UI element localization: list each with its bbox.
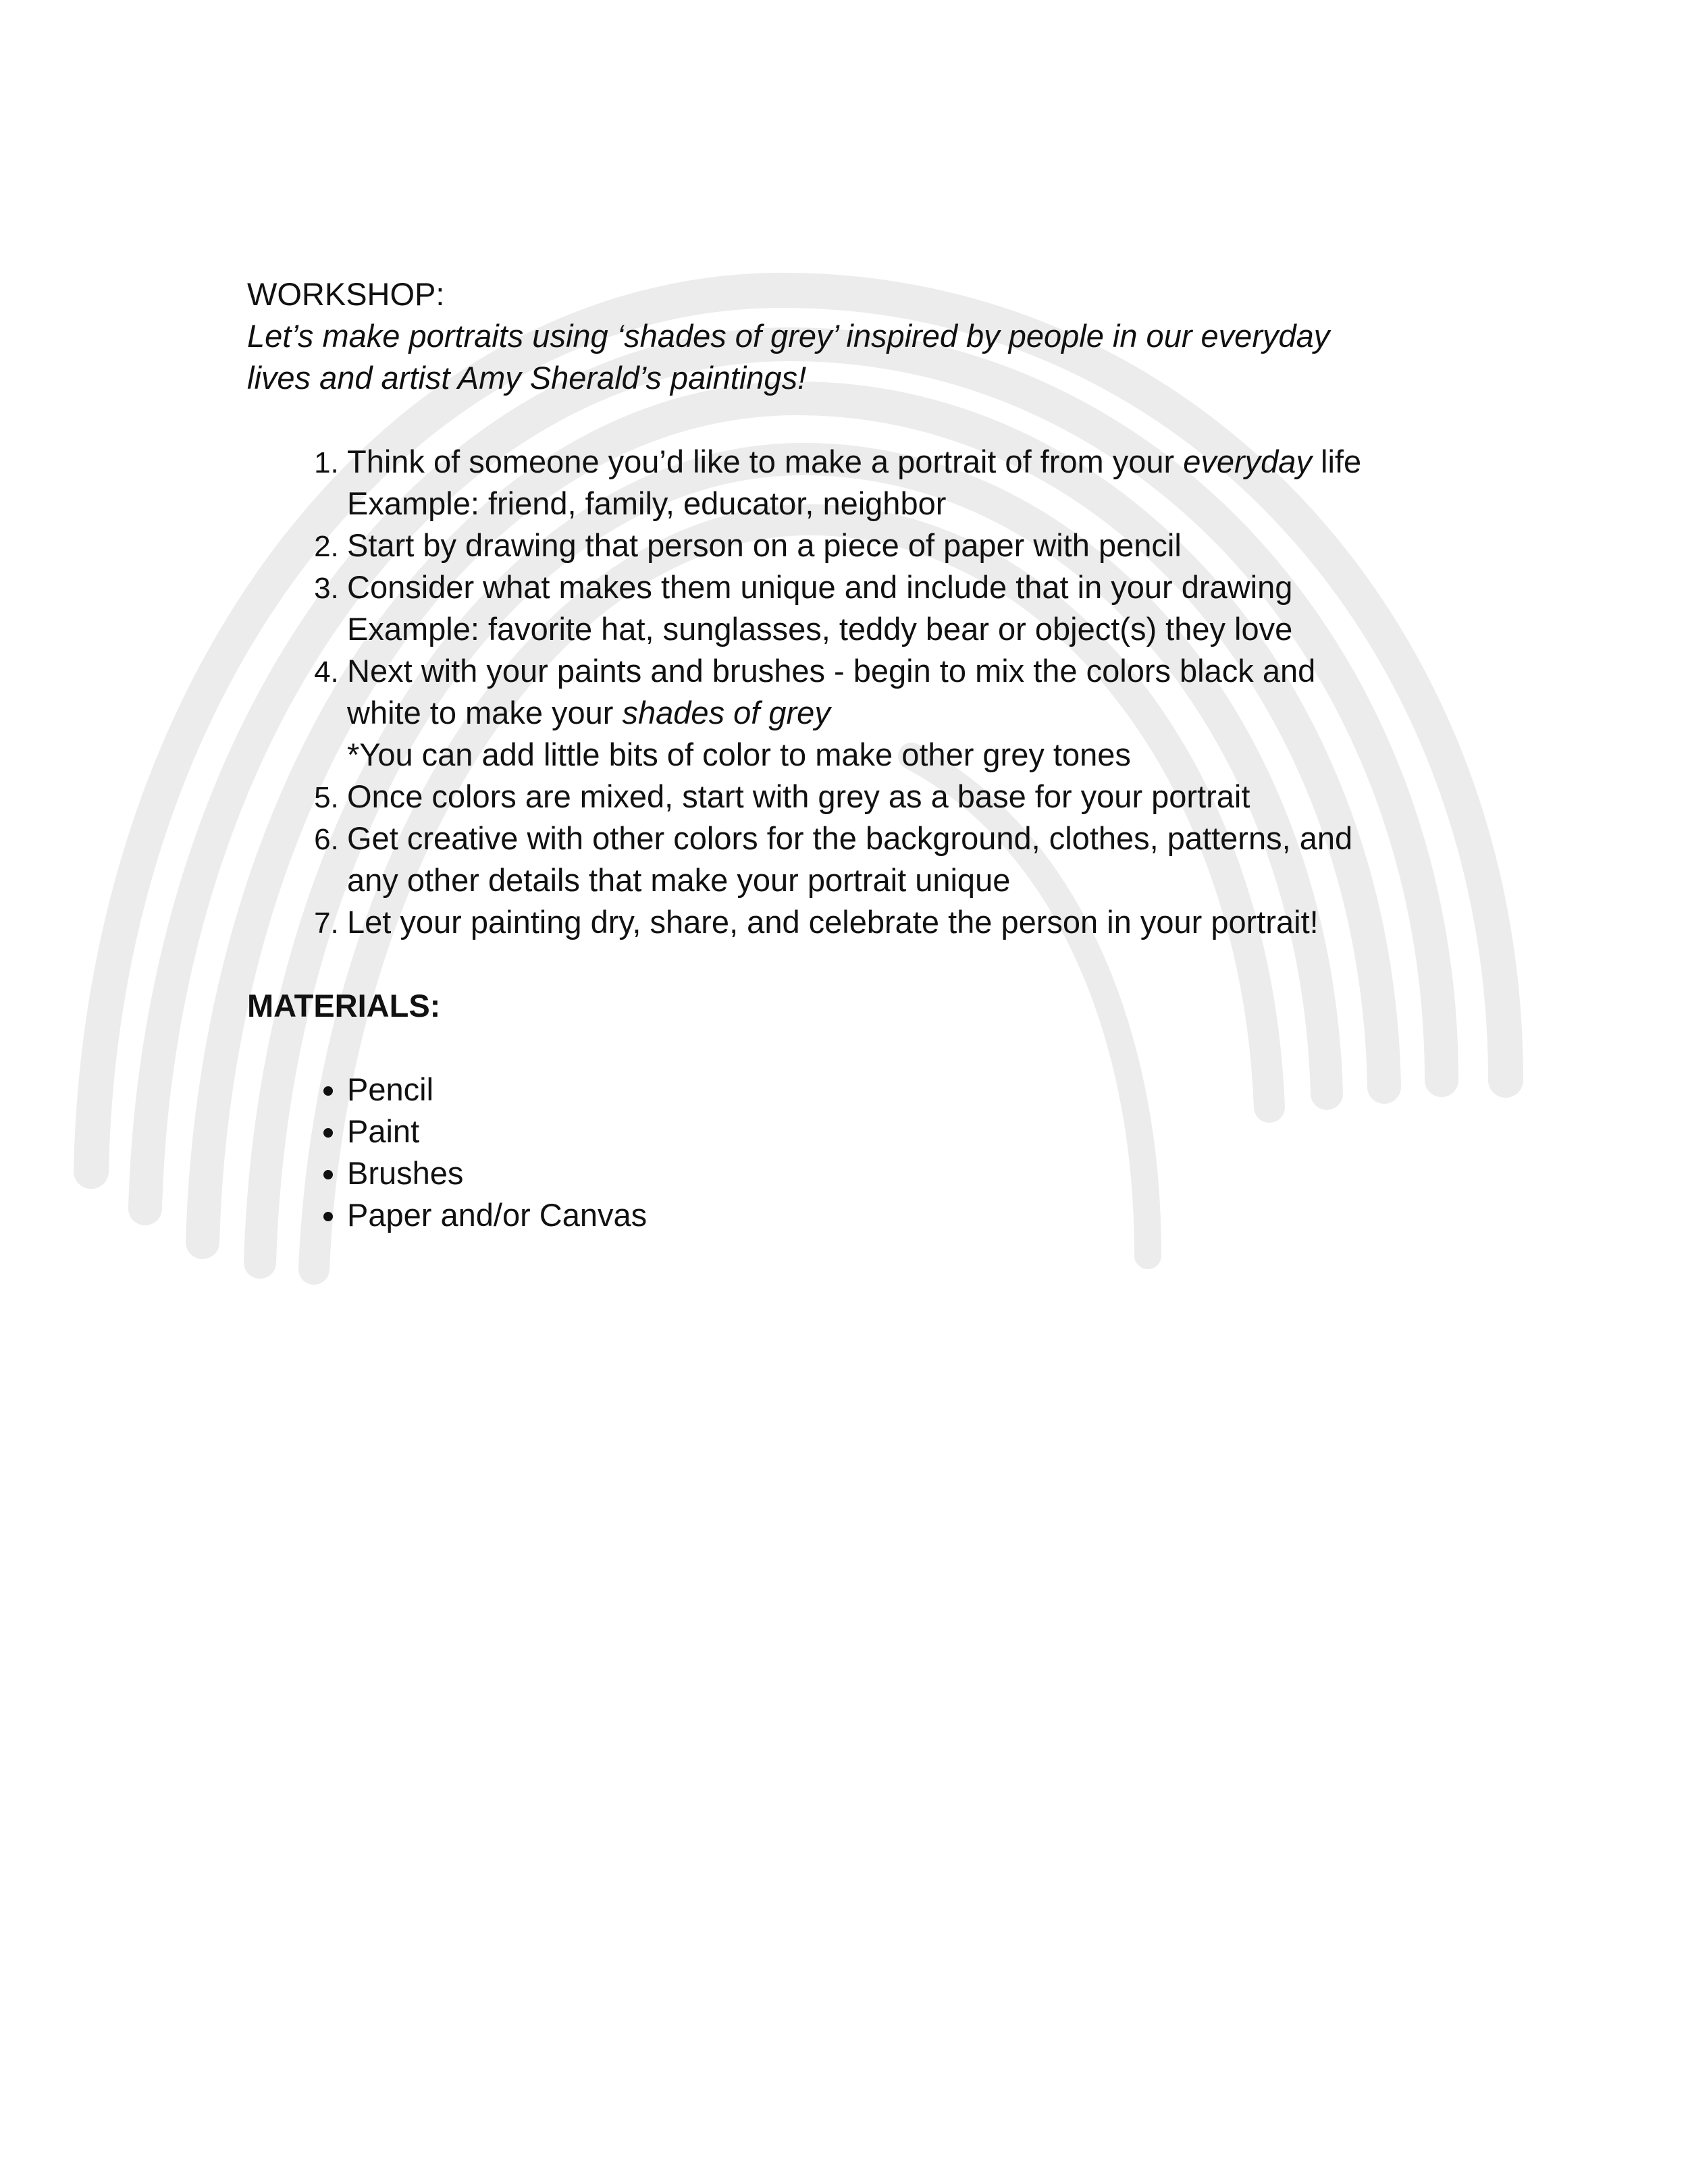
workshop-heading: WORKSHOP: [247,276,445,312]
step-6-line-2: any other details that make your portrait unique [347,862,1011,898]
step-3-text: Consider what makes them unique and include that in your drawing [347,569,1293,605]
step-1-text-a: Think of someone you’d like to make a portrait of from your [347,444,1184,479]
workshop-intro-line-1: Let’s make portraits using ‘shades of grey’ inspired by people in our everyday [247,318,1330,354]
step-4-emphasis: shades of grey [622,695,830,730]
material-item: • Brushes [347,1152,1476,1194]
step-3 [347,566,1476,650]
step-4-note: *You can add little bits of color to make other grey tones [347,737,1131,772]
step-2-text: Start by drawing that person on a piece of paper with pencil [347,527,1182,563]
step-6 [347,818,1476,901]
material-item: • Pencil [347,1069,1476,1111]
materials-heading: MATERIALS: [247,988,441,1023]
step-1-example: Example: friend, family, educator, neighbor [347,485,947,521]
workshop-intro-line-2: lives and artist Amy Sherald’s paintings! [247,360,807,396]
step-3-example: Example: favorite hat, sunglasses, teddy bear or object(s) they love [347,611,1293,647]
step-1-text-b: life [1311,444,1362,479]
material-item: • Paint [347,1111,1476,1152]
materials-list [247,1069,1476,1236]
step-4 [347,650,1476,776]
workshop-instructions [247,273,1476,1236]
step-4-line-2 [347,692,1476,734]
material-item: • Paper and/or Canvas [347,1194,1476,1236]
step-7 [347,901,1476,943]
step-5-text: Once colors are mixed, start with grey as a base for your portrait [347,778,1250,814]
step-1-emphasis: everyday [1183,444,1312,479]
step-1 [347,441,1476,525]
step-4-text: Next with your paints and brushes - begin to mix the colors black and [347,653,1316,689]
step-7-text: Let your painting dry, share, and celebrate the person in your portrait! [347,904,1319,940]
workshop-intro [247,315,1476,399]
step-4-line-2-text: white to make your [347,695,623,730]
step-6-text: Get creative with other colors for the background, clothes, patterns, and [347,820,1353,856]
step-2 [347,525,1476,566]
steps-list [247,441,1476,943]
step-5 [347,776,1476,818]
